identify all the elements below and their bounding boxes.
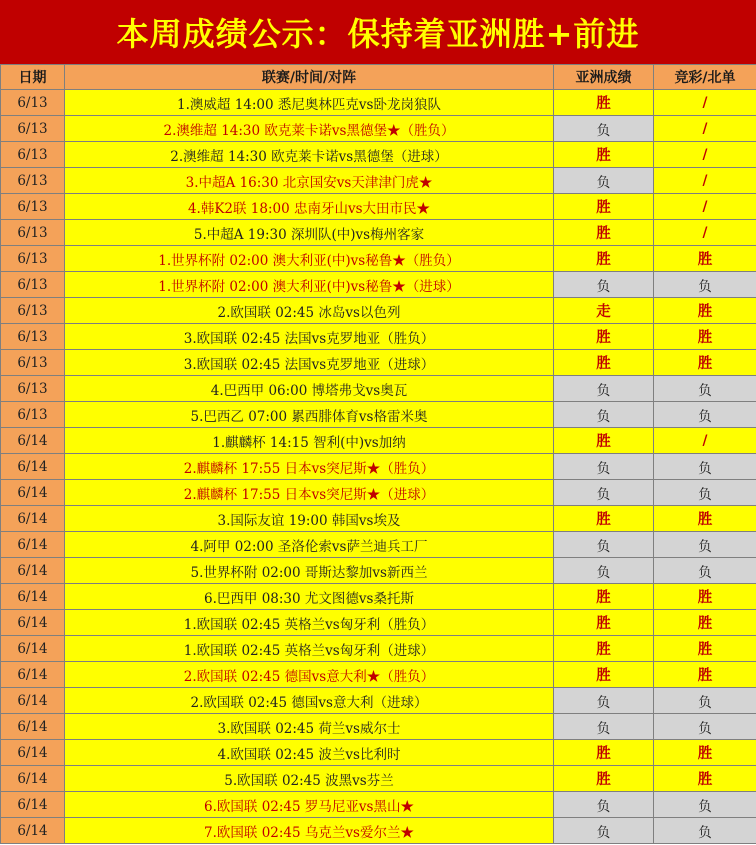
row-match: 1.澳威超 14:00 悉尼奥林匹克vs卧龙岗狼队 xyxy=(65,90,554,116)
table-header-row xyxy=(1,65,756,90)
row-date: 6/14 xyxy=(1,818,65,844)
table-row xyxy=(1,714,756,740)
row-lottery-result: 负 xyxy=(654,714,756,740)
table-row xyxy=(1,558,756,584)
row-lottery-result: 负 xyxy=(654,688,756,714)
row-lottery-result: 负 xyxy=(654,558,756,584)
row-lottery-result: 胜 xyxy=(654,298,756,324)
row-match: 2.澳维超 14:30 欧克莱卡诺vs黑德堡（进球） xyxy=(65,142,554,168)
row-asia-result: 胜 xyxy=(554,246,654,272)
table-row xyxy=(1,662,756,688)
header-asia-result: 亚洲成绩 xyxy=(554,65,654,90)
row-match: 1.世界杯附 02:00 澳大利亚(中)vs秘鲁★（胜负） xyxy=(65,246,554,272)
table-row xyxy=(1,402,756,428)
row-match: 4.阿甲 02:00 圣洛伦索vs萨兰迪兵工厂 xyxy=(65,532,554,558)
row-date: 6/14 xyxy=(1,558,65,584)
row-lottery-result: 胜 xyxy=(654,610,756,636)
row-match: 2.澳维超 14:30 欧克莱卡诺vs黑德堡★（胜负） xyxy=(65,116,554,142)
row-date: 6/14 xyxy=(1,792,65,818)
table-row xyxy=(1,532,756,558)
row-asia-result: 负 xyxy=(554,454,654,480)
table-row xyxy=(1,428,756,454)
row-asia-result: 负 xyxy=(554,558,654,584)
row-lottery-result: / xyxy=(654,168,756,194)
table-row xyxy=(1,272,756,298)
row-date: 6/13 xyxy=(1,246,65,272)
row-date: 6/13 xyxy=(1,376,65,402)
table-row xyxy=(1,220,756,246)
row-asia-result: 走 xyxy=(554,298,654,324)
row-date: 6/14 xyxy=(1,454,65,480)
row-lottery-result: / xyxy=(654,142,756,168)
row-asia-result: 胜 xyxy=(554,350,654,376)
row-match: 5.欧国联 02:45 波黑vs芬兰 xyxy=(65,766,554,792)
header-lottery-result: 竞彩/北单 xyxy=(654,65,756,90)
row-asia-result: 胜 xyxy=(554,636,654,662)
row-match: 6.巴西甲 08:30 尤文图德vs桑托斯 xyxy=(65,584,554,610)
table-row xyxy=(1,636,756,662)
row-lottery-result: 胜 xyxy=(654,350,756,376)
row-lottery-result: / xyxy=(654,194,756,220)
table-row xyxy=(1,142,756,168)
row-asia-result: 胜 xyxy=(554,142,654,168)
table-row xyxy=(1,506,756,532)
table-row xyxy=(1,454,756,480)
row-lottery-result: / xyxy=(654,220,756,246)
table-row xyxy=(1,246,756,272)
row-asia-result: 胜 xyxy=(554,740,654,766)
row-match: 3.欧国联 02:45 法国vs克罗地亚（胜负） xyxy=(65,324,554,350)
row-lottery-result: 胜 xyxy=(654,584,756,610)
row-lottery-result: 负 xyxy=(654,454,756,480)
row-asia-result: 负 xyxy=(554,116,654,142)
table-row xyxy=(1,376,756,402)
row-asia-result: 胜 xyxy=(554,584,654,610)
row-match: 4.巴西甲 06:00 博塔弗戈vs奥瓦 xyxy=(65,376,554,402)
row-match: 5.巴西乙 07:00 累西腓体育vs格雷米奥 xyxy=(65,402,554,428)
row-match: 2.欧国联 02:45 德国vs意大利★（胜负） xyxy=(65,662,554,688)
table-body xyxy=(1,90,756,844)
row-match: 1.欧国联 02:45 英格兰vs匈牙利（进球） xyxy=(65,636,554,662)
row-date: 6/14 xyxy=(1,506,65,532)
row-date: 6/13 xyxy=(1,220,65,246)
row-date: 6/14 xyxy=(1,740,65,766)
row-match: 5.世界杯附 02:00 哥斯达黎加vs新西兰 xyxy=(65,558,554,584)
row-date: 6/14 xyxy=(1,714,65,740)
table-row xyxy=(1,194,756,220)
row-lottery-result: 负 xyxy=(654,272,756,298)
row-match: 4.欧国联 02:45 波兰vs比利时 xyxy=(65,740,554,766)
row-asia-result: 负 xyxy=(554,376,654,402)
table-row xyxy=(1,350,756,376)
row-match: 6.欧国联 02:45 罗马尼亚vs黑山★ xyxy=(65,792,554,818)
table-row xyxy=(1,766,756,792)
row-match: 2.麒麟杯 17:55 日本vs突尼斯★（胜负） xyxy=(65,454,554,480)
row-lottery-result: / xyxy=(654,116,756,142)
row-match: 1.麒麟杯 14:15 智利(中)vs加纳 xyxy=(65,428,554,454)
row-date: 6/13 xyxy=(1,324,65,350)
row-lottery-result: 胜 xyxy=(654,766,756,792)
row-match: 3.欧国联 02:45 法国vs克罗地亚（进球） xyxy=(65,350,554,376)
row-asia-result: 负 xyxy=(554,532,654,558)
row-date: 6/14 xyxy=(1,428,65,454)
row-match: 4.韩K2联 18:00 忠南牙山vs大田市民★ xyxy=(65,194,554,220)
row-asia-result: 负 xyxy=(554,714,654,740)
table-row xyxy=(1,818,756,844)
row-lottery-result: 负 xyxy=(654,480,756,506)
row-asia-result: 胜 xyxy=(554,324,654,350)
row-date: 6/13 xyxy=(1,90,65,116)
row-asia-result: 胜 xyxy=(554,90,654,116)
row-date: 6/13 xyxy=(1,402,65,428)
row-date: 6/14 xyxy=(1,480,65,506)
row-date: 6/14 xyxy=(1,662,65,688)
row-lottery-result: 负 xyxy=(654,818,756,844)
row-lottery-result: 负 xyxy=(654,792,756,818)
row-date: 6/13 xyxy=(1,298,65,324)
row-lottery-result: 负 xyxy=(654,376,756,402)
table-row xyxy=(1,740,756,766)
row-asia-result: 胜 xyxy=(554,194,654,220)
row-date: 6/14 xyxy=(1,584,65,610)
row-asia-result: 负 xyxy=(554,792,654,818)
row-asia-result: 负 xyxy=(554,480,654,506)
row-lottery-result: 胜 xyxy=(654,636,756,662)
row-match: 7.欧国联 02:45 乌克兰vs爱尔兰★ xyxy=(65,818,554,844)
table-row xyxy=(1,480,756,506)
row-asia-result: 胜 xyxy=(554,662,654,688)
table-row xyxy=(1,298,756,324)
row-asia-result: 胜 xyxy=(554,610,654,636)
row-lottery-result: 负 xyxy=(654,532,756,558)
page-title: 本周成绩公示：保持着亚洲胜+前进 xyxy=(0,0,756,64)
row-match: 5.中超A 19:30 深圳队(中)vs梅州客家 xyxy=(65,220,554,246)
row-date: 6/14 xyxy=(1,766,65,792)
row-asia-result: 胜 xyxy=(554,506,654,532)
header-date: 日期 xyxy=(1,65,65,90)
row-lottery-result: 胜 xyxy=(654,246,756,272)
row-asia-result: 负 xyxy=(554,402,654,428)
row-match: 2.欧国联 02:45 德国vs意大利（进球） xyxy=(65,688,554,714)
row-lottery-result: 胜 xyxy=(654,662,756,688)
table-row xyxy=(1,324,756,350)
row-date: 6/13 xyxy=(1,142,65,168)
table-row xyxy=(1,168,756,194)
row-lottery-result: 胜 xyxy=(654,740,756,766)
row-asia-result: 负 xyxy=(554,168,654,194)
table-row xyxy=(1,584,756,610)
row-date: 6/14 xyxy=(1,610,65,636)
table-row xyxy=(1,610,756,636)
row-lottery-result: 胜 xyxy=(654,506,756,532)
row-match: 3.欧国联 02:45 荷兰vs威尔士 xyxy=(65,714,554,740)
row-lottery-result: / xyxy=(654,428,756,454)
row-match: 3.国际友谊 19:00 韩国vs埃及 xyxy=(65,506,554,532)
row-date: 6/13 xyxy=(1,350,65,376)
row-match: 2.麒麟杯 17:55 日本vs突尼斯★（进球） xyxy=(65,480,554,506)
row-match: 2.欧国联 02:45 冰岛vs以色列 xyxy=(65,298,554,324)
row-asia-result: 负 xyxy=(554,688,654,714)
table-row xyxy=(1,116,756,142)
row-match: 1.世界杯附 02:00 澳大利亚(中)vs秘鲁★（进球） xyxy=(65,272,554,298)
row-date: 6/14 xyxy=(1,688,65,714)
row-match: 1.欧国联 02:45 英格兰vs匈牙利（胜负） xyxy=(65,610,554,636)
row-asia-result: 负 xyxy=(554,272,654,298)
header-match: 联赛/时间/对阵 xyxy=(65,65,554,90)
row-asia-result: 胜 xyxy=(554,428,654,454)
row-date: 6/13 xyxy=(1,116,65,142)
row-asia-result: 胜 xyxy=(554,766,654,792)
results-table xyxy=(0,64,756,844)
row-date: 6/14 xyxy=(1,636,65,662)
row-match: 3.中超A 16:30 北京国安vs天津津门虎★ xyxy=(65,168,554,194)
row-lottery-result: / xyxy=(654,90,756,116)
row-asia-result: 胜 xyxy=(554,220,654,246)
row-date: 6/13 xyxy=(1,272,65,298)
row-date: 6/13 xyxy=(1,194,65,220)
row-lottery-result: 负 xyxy=(654,402,756,428)
row-lottery-result: 胜 xyxy=(654,324,756,350)
row-date: 6/14 xyxy=(1,532,65,558)
table-row xyxy=(1,792,756,818)
table-row xyxy=(1,90,756,116)
row-date: 6/13 xyxy=(1,168,65,194)
table-row xyxy=(1,688,756,714)
row-asia-result: 负 xyxy=(554,818,654,844)
